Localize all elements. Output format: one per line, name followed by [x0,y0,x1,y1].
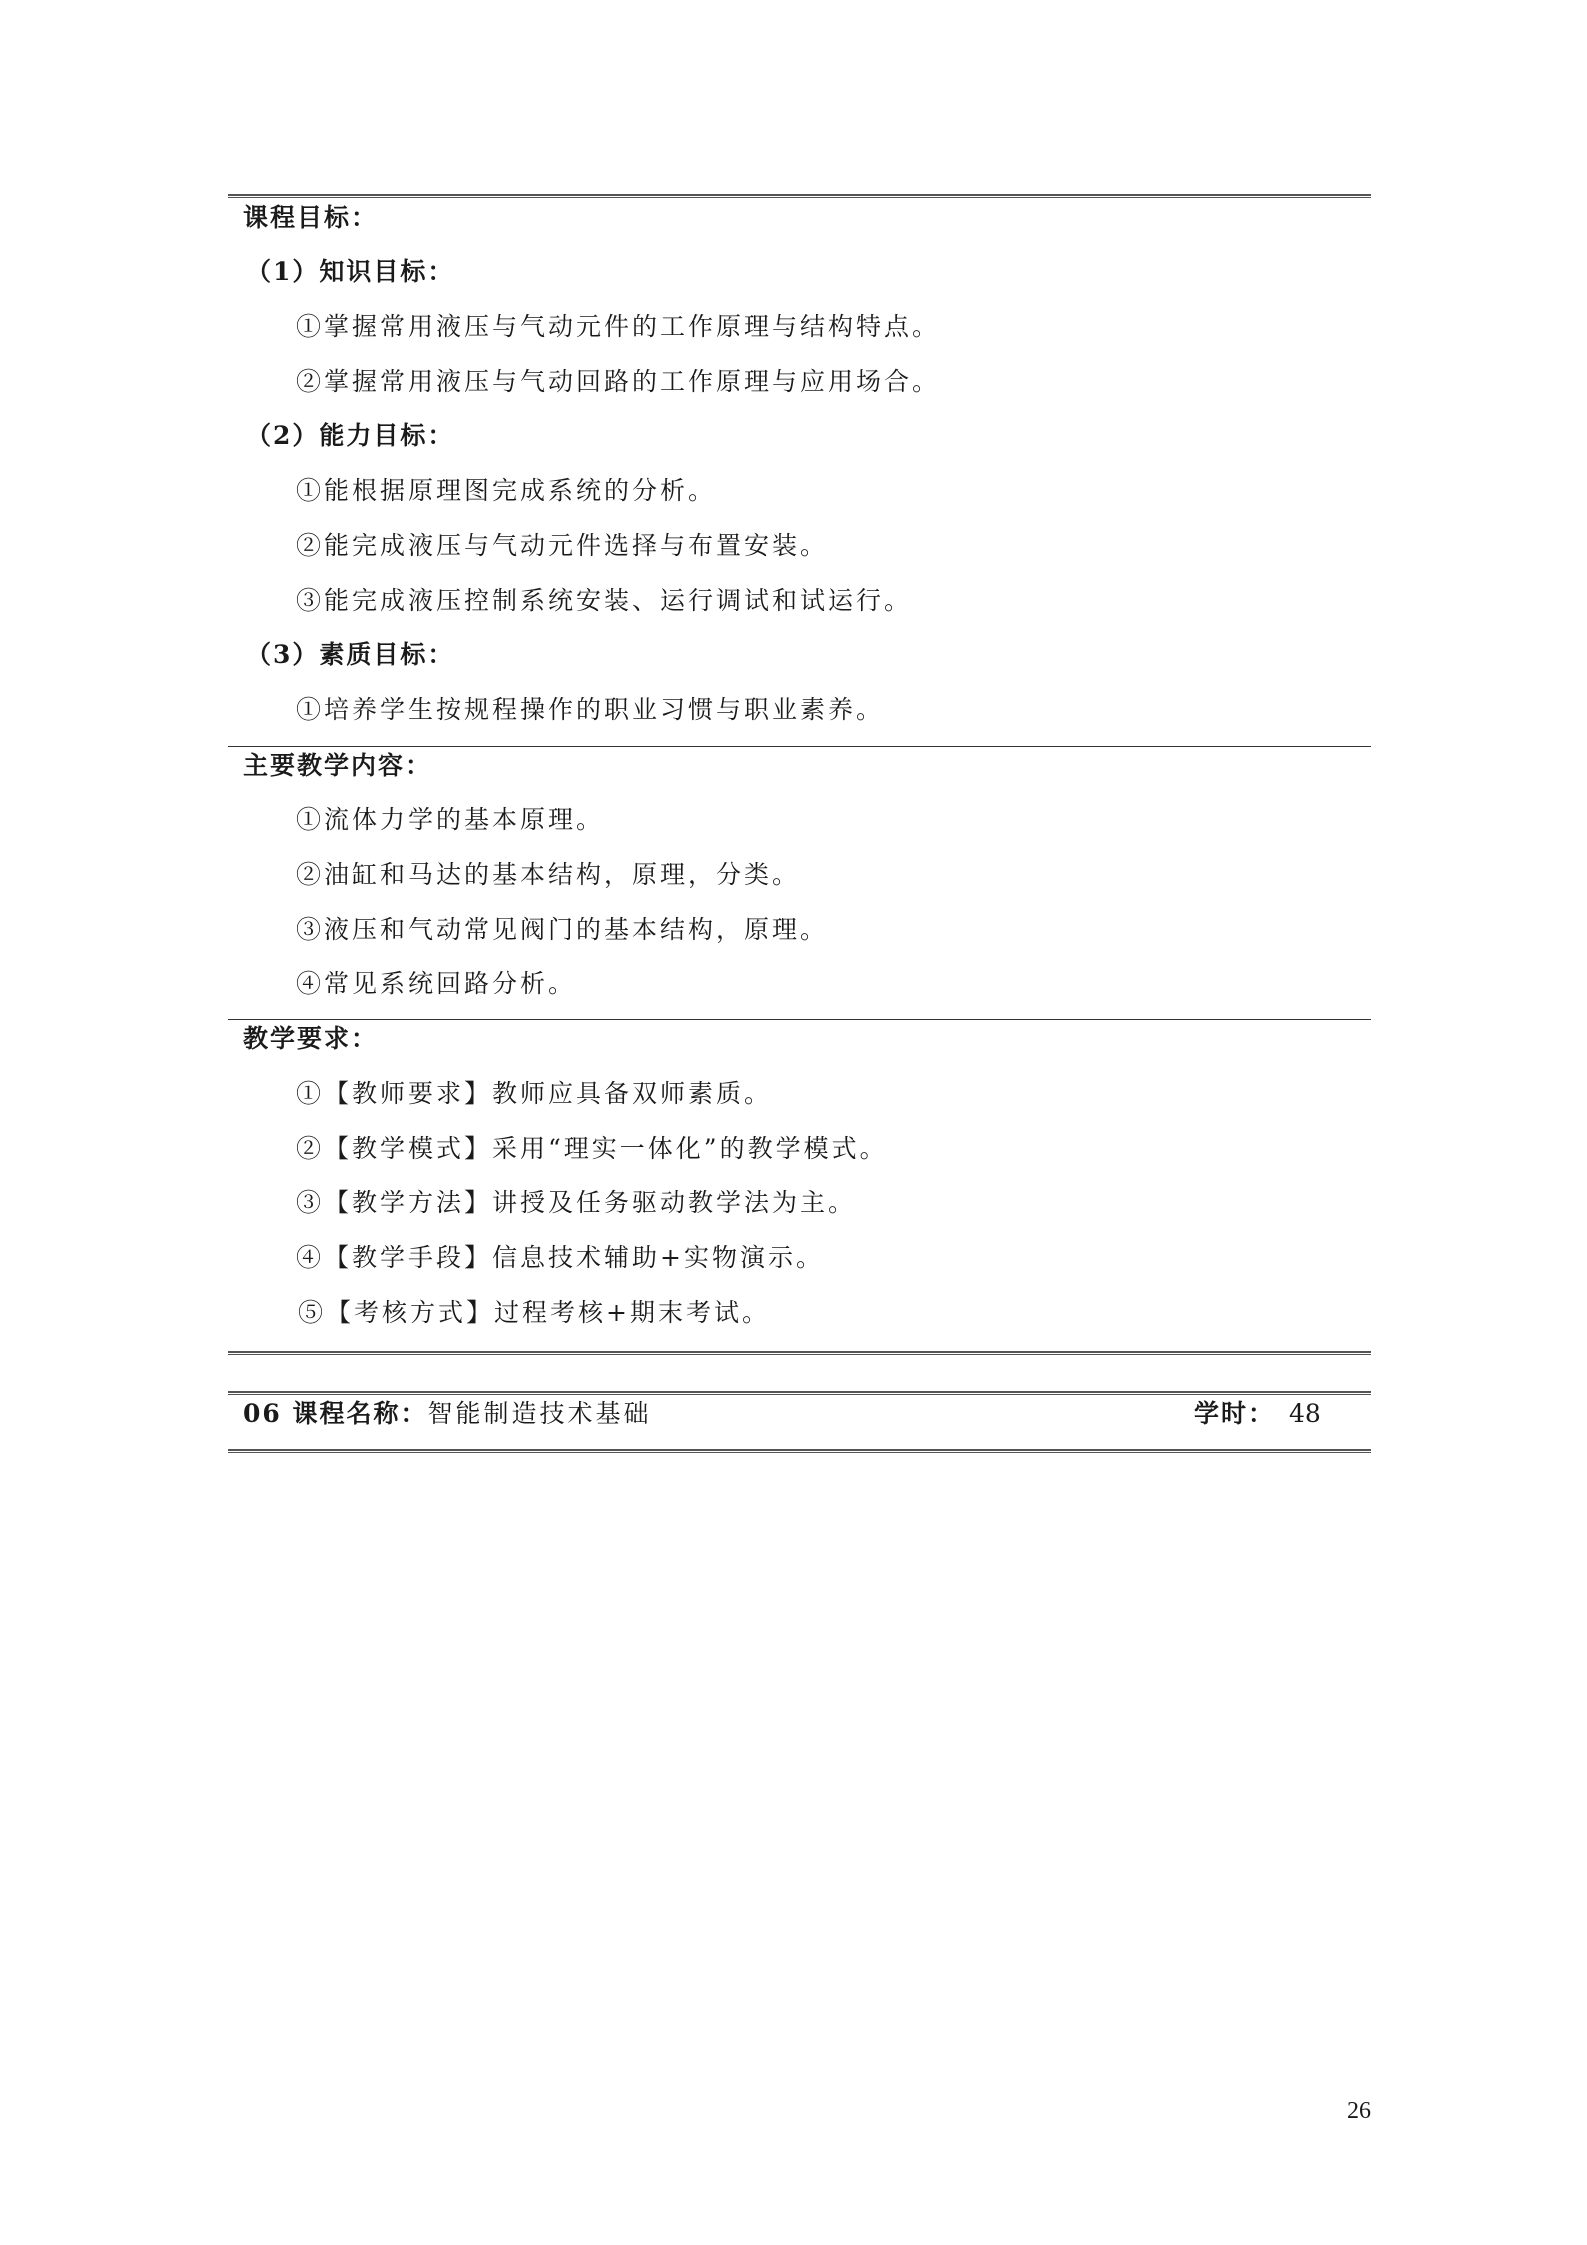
requirement-item-4: ④【教学手段】信息技术辅助+实物演示。 [296,1243,824,1272]
course-hours [1194,1398,1321,1430]
next-course-row [243,1398,652,1430]
table-top-border [228,194,1371,198]
content-item-4: ④常见系统回路分析。 [296,969,577,998]
content-item-3: ③液压和气动常见阀门的基本结构，原理。 [296,915,829,944]
ability-objective-1: ①能根据原理图完成系统的分析。 [296,476,717,505]
requirement-item-5: ⑤【考核方式】过程考核+期末考试。 [298,1298,770,1327]
knowledge-objective-1: ①掌握常用液压与气动元件的工作原理与结构特点。 [296,312,941,341]
page-number: 26 [1347,2098,1371,2124]
ability-objective-2: ②能完成液压与气动元件选择与布置安装。 [296,531,829,560]
quality-objectives-title: （3）素质目标： [246,640,455,669]
ability-objective-3: ③能完成液压控制系统安装、运行调试和试运行。 [296,586,913,615]
knowledge-objectives-title: （1）知识目标： [246,257,455,286]
section-divider-content [228,746,1371,747]
ability-objectives-title: （2）能力目标： [246,421,455,450]
course-header-top-border [228,1391,1371,1395]
requirement-item-2: ②【教学模式】采用“理实一体化”的教学模式。 [296,1134,888,1163]
objectives-heading: 课程目标： [243,203,379,232]
knowledge-objective-2: ②掌握常用液压与气动回路的工作原理与应用场合。 [296,367,941,396]
quality-objective-1: ①培养学生按规程操作的职业习惯与职业素养。 [296,695,885,724]
course-header-bottom-border [228,1449,1371,1453]
requirements-heading: 教学要求： [243,1024,379,1053]
content-heading: 主要教学内容： [243,751,433,780]
course-name-value: 智能制造技术基础 [427,1399,652,1428]
table-bottom-border [228,1351,1371,1355]
content-item-1: ①流体力学的基本原理。 [296,805,605,834]
course-hours-label: 学时： [1194,1399,1276,1428]
content-item-2: ②油缸和马达的基本结构，原理，分类。 [296,860,801,889]
requirement-item-3: ③【教学方法】讲授及任务驱动教学法为主。 [296,1188,857,1217]
requirement-item-1: ①【教师要求】教师应具备双师素质。 [296,1079,773,1108]
course-name-label: 06 课程名称： [243,1399,428,1428]
section-divider-requirements [228,1019,1371,1020]
course-hours-value: 48 [1289,1399,1321,1428]
